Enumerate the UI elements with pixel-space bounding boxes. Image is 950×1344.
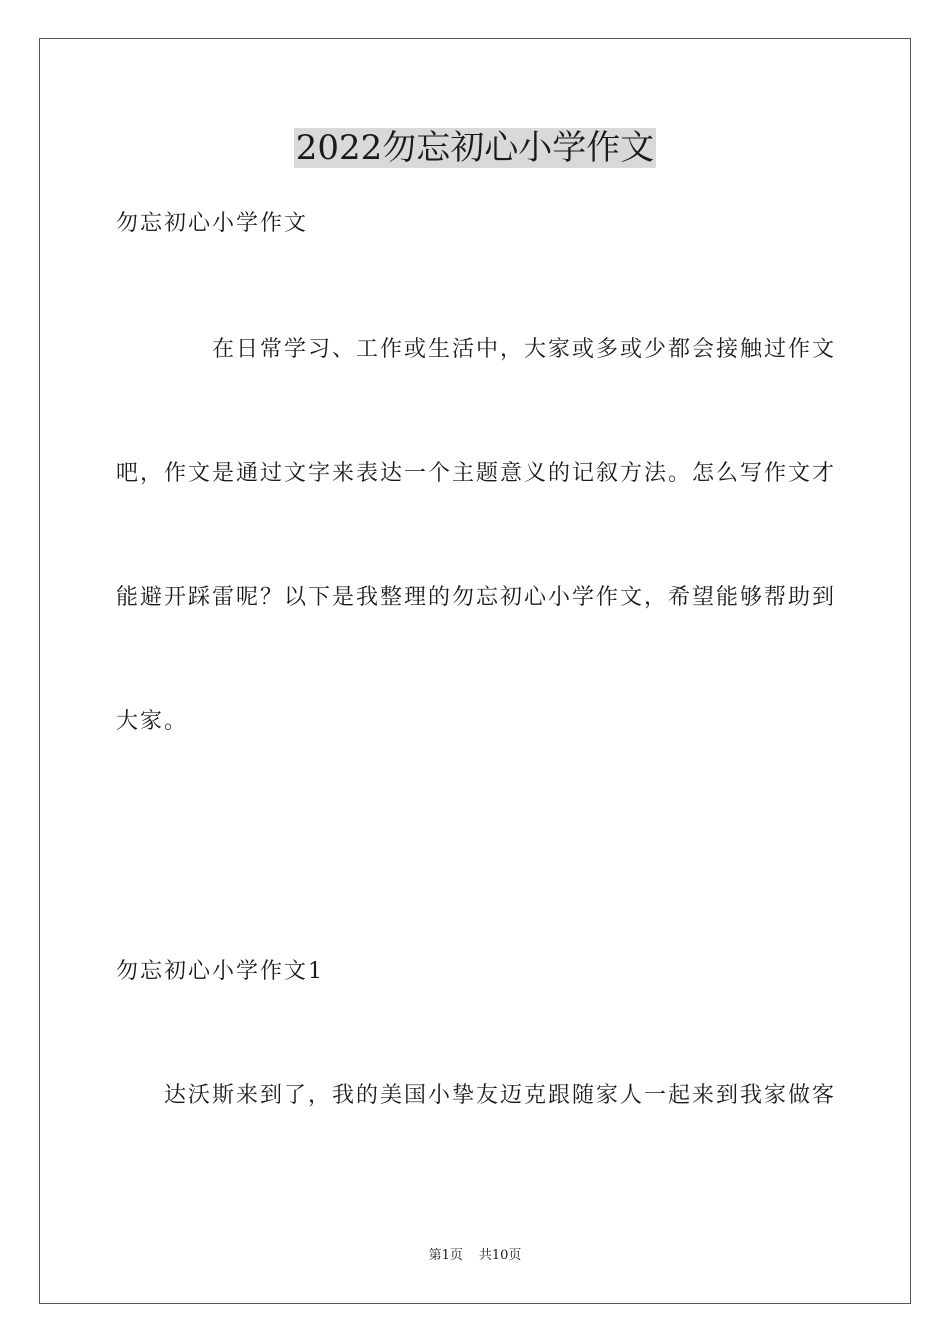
document-subtitle: 勿忘初心小学作文	[116, 211, 309, 236]
page-number: 第1页	[428, 1248, 463, 1263]
intro-line-3: 能避开踩雷呢？以下是我整理的勿忘初心小学作文，希望能够帮助到	[116, 585, 837, 610]
page-footer	[0, 1246, 950, 1266]
intro-line-2: 吧，作文是通过文字来表达一个主题意义的记叙方法。怎么写作文才	[116, 461, 837, 486]
section-line-1: 达沃斯来到了，我的美国小挚友迈克跟随家人一起来到我家做客	[164, 1083, 837, 1108]
document-title	[0, 126, 950, 170]
page-total: 共10页	[478, 1248, 522, 1263]
intro-line-4: 大家。	[116, 709, 189, 734]
intro-line-1: 在日常学习、工作或生活中，大家或多或少都会接触过作文	[212, 337, 837, 362]
section-heading: 勿忘初心小学作文1	[116, 959, 324, 984]
document-title-text: 2022勿忘初心小学作文	[295, 128, 655, 168]
